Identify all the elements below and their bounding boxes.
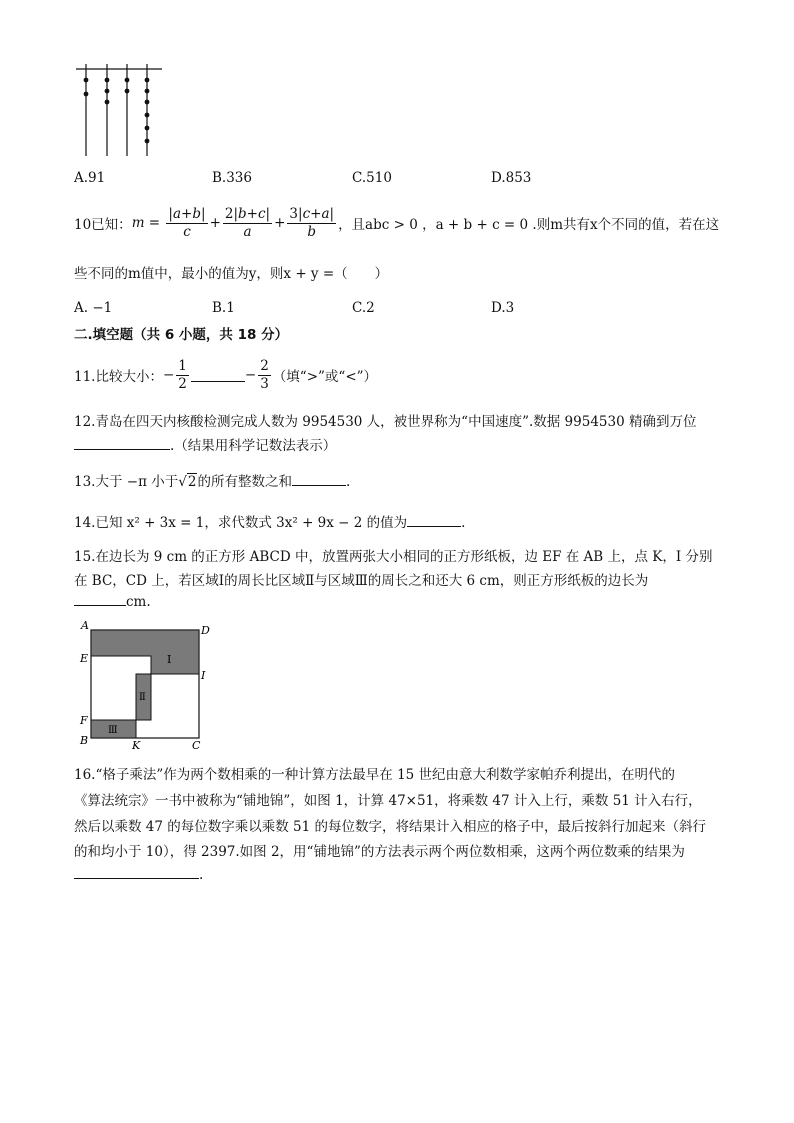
q16-line2: 《算法统宗》一书中被称为“铺地锦”，如图 1，计算 47×51，将乘数 47 计入上行，乘数 51 计入右行， [74, 793, 702, 809]
q9-option-a: A.91 [74, 170, 106, 186]
label-d: D [201, 624, 210, 637]
q14-answer-blank [407, 514, 461, 527]
q10-option-d: D.3 [491, 300, 515, 316]
label-k: K [132, 739, 141, 752]
q9-option-b: B.336 [212, 170, 252, 186]
q14-period: . [461, 515, 466, 531]
q14-line [74, 511, 465, 531]
region-3-label: Ⅲ [108, 725, 118, 736]
q16-line1: 16.“格子乘法”作为两个数相乘的一种计算方法最早在 15 世纪由意大利数学家帕乔利提出，在明代的 [74, 767, 676, 783]
q15-answer-blank [74, 593, 126, 606]
q13-answer-blank [292, 473, 346, 486]
q15-line1: 15.在边长为 9 cm 的正方形 ABCD 中，放置两张大小相同的正方形纸板，边 EF 在 AB 上，点 K，I 分别 [74, 549, 713, 565]
label-i: I [201, 669, 206, 682]
q11-answer-blank [191, 369, 245, 382]
q13-text-b: 的所有整数之和 [197, 474, 292, 490]
q14-text: 14.已知 x² + 3x = 1，求代数式 3x² + 9x − 2 的值为 [74, 515, 408, 531]
q13-line: 13.大于 −π 小于 √2 的所有整数之和 . [74, 470, 350, 490]
q13-text-a: 13.大于 −π 小于 [74, 474, 179, 490]
abacus-figure [74, 64, 166, 158]
q13-period: . [345, 474, 351, 490]
label-a: A [81, 619, 89, 632]
q10-suffix: ，且abc > 0 ，a + b + c = 0 .则m共有x个不同的值，若在这 [338, 217, 720, 233]
q10-line2: 些不同的m值中，最小的值为y，则x + y =（ ） [74, 266, 389, 282]
label-b: B [80, 734, 89, 747]
q15-unit: cm. [126, 594, 151, 610]
q16-line4: 的和均小于 10），得 2397.如图 2，用“铺地锦”的方法表示两个两位数相乘，这两个两位数乘的结果为 [74, 844, 685, 860]
q16-answer-blank [74, 866, 199, 879]
q12-line2 [74, 434, 336, 454]
q15-line3 [74, 593, 151, 610]
q11-prefix: 11.比较大小： [74, 369, 163, 385]
q12-line1: 12.青岛在四天内核酸检测完成人数为 9954530 人，被世界称为“中国速度”.数据 9954530 精确到万位 [74, 414, 697, 430]
fraction-2: $\frac{2|b+c|}{a}$ [224, 205, 271, 240]
q15-line2: 在 BC，CD 上，若区域Ⅰ的周长比区域Ⅱ与区域Ⅲ的周长之和还大 6 cm，则正方形纸板的边长为 [74, 573, 649, 589]
q12-note: .（结果用科学记数法表示） [170, 438, 337, 454]
label-c: C [192, 739, 201, 752]
q10-line1: 10已知： m = $\frac{|a+b|}{c}$ + $\frac{2|b+c|}{a}$ + $\frac{3|c+a|}{b}$ ，且abc > 0 ，a + b + c = 0 .则m共有x个不同的值，若在这 [74, 205, 720, 240]
q16-line3: 然后以乘数 47 的每位数字乘以乘数 51 的每位数字，将结果计入相应的格子中，最后按斜行加起来（斜行 [74, 819, 707, 835]
q11-line: 11.比较大小： − $\frac{1}{2}$ − $\frac{2}{3}$ （填“>”或“<”） [74, 357, 378, 392]
q11-suffix: （填“>”或“<”） [272, 369, 378, 385]
square-figure [74, 618, 224, 756]
q12-answer-blank [74, 437, 170, 450]
q16-period: . [199, 867, 204, 883]
section-title: 二.填空题（共 6 小题，共 18 分） [74, 327, 289, 343]
label-e: E [80, 652, 89, 665]
fraction-1: $\frac{|a+b|}{c}$ [168, 205, 206, 240]
q9-option-d: D.853 [491, 170, 532, 186]
q10-option-b: B.1 [212, 300, 235, 316]
region-2-label: Ⅱ [139, 692, 146, 703]
q10-option-c: C.2 [352, 300, 375, 316]
label-f: F [80, 714, 88, 727]
q9-option-c: C.510 [352, 170, 392, 186]
region-1-label: Ⅰ [167, 653, 172, 666]
q16-line5 [74, 866, 203, 883]
q10-option-a: A. −1 [74, 300, 113, 316]
fraction-3: $\frac{3|c+a|}{b}$ [289, 205, 335, 240]
q10-prefix: 10已知： [74, 217, 132, 233]
